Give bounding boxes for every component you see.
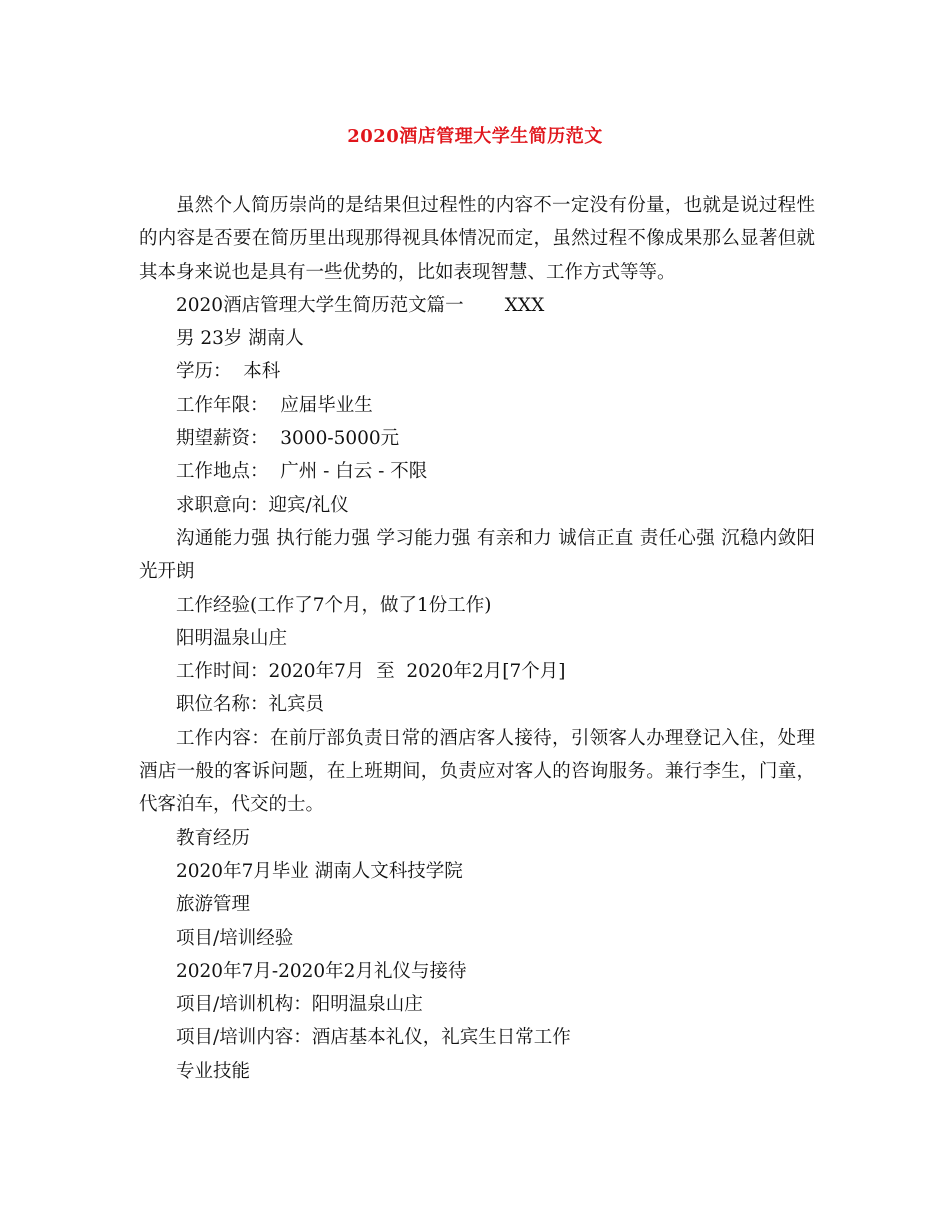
project-header: 项目/培训经验 — [176, 927, 294, 949]
graduation-info: 2020年7月毕业 湖南人文科技学院 — [176, 860, 463, 882]
skills-header: 专业技能 — [176, 1060, 251, 1082]
document-body — [139, 189, 815, 1088]
position-name: 职位名称：礼宾员 — [176, 694, 325, 716]
company-name: 阳明温泉山庄 — [176, 627, 288, 649]
document-title: 2020酒店管理大学生简历范文 — [347, 126, 603, 147]
work-experience-header: 工作经验(工作了7个月，做了1份工作) — [176, 594, 492, 616]
job-intention: 求职意向：迎宾/礼仪 — [176, 494, 349, 516]
job-duties: 工作内容：在前厅部负责日常的酒店客人接待，引领客人办理登记入住，处理酒店一般的客诉问题，在上班期间，负责应对客人的咨询服务。兼行李生，门童，代客泊车，代交的士。 — [139, 727, 815, 816]
major: 旅游管理 — [176, 894, 251, 916]
project-organization: 项目/培训机构：阳明温泉山庄 — [176, 994, 423, 1016]
expected-salary: 期望薪资： 3000-5000元 — [176, 428, 400, 450]
education-level: 学历： 本科 — [176, 361, 281, 383]
personal-strengths: 沟通能力强 执行能力强 学习能力强 有亲和力 诚信正直 责任心强 沉稳内敛阳光开朗 — [139, 527, 815, 583]
project-period: 2020年7月-2020年2月礼仪与接待 — [176, 960, 467, 982]
intro-paragraph: 虽然个人简历崇尚的是结果但过程性的内容不一定没有份量，也就是说过程性的内容是否要在简历里出现那得视具体情况而定，虽然过程不像成果那么显著但就其本身来说也是具有一些优势的，比如表现智慧、工作方式等等。 — [139, 195, 815, 283]
education-header: 教育经历 — [176, 827, 251, 849]
basic-info: 男 23岁 湖南人 — [176, 328, 304, 350]
work-location: 工作地点： 广州 - 白云 - 不限 — [176, 461, 428, 483]
resume-heading: 2020酒店管理大学生简历范文篇一 XXX — [176, 294, 545, 316]
project-content: 项目/培训内容：酒店基本礼仪，礼宾生日常工作 — [176, 1027, 571, 1049]
work-years: 工作年限： 应届毕业生 — [176, 394, 373, 416]
work-time: 工作时间：2020年7月 至 2020年2月[7个月] — [176, 661, 566, 683]
